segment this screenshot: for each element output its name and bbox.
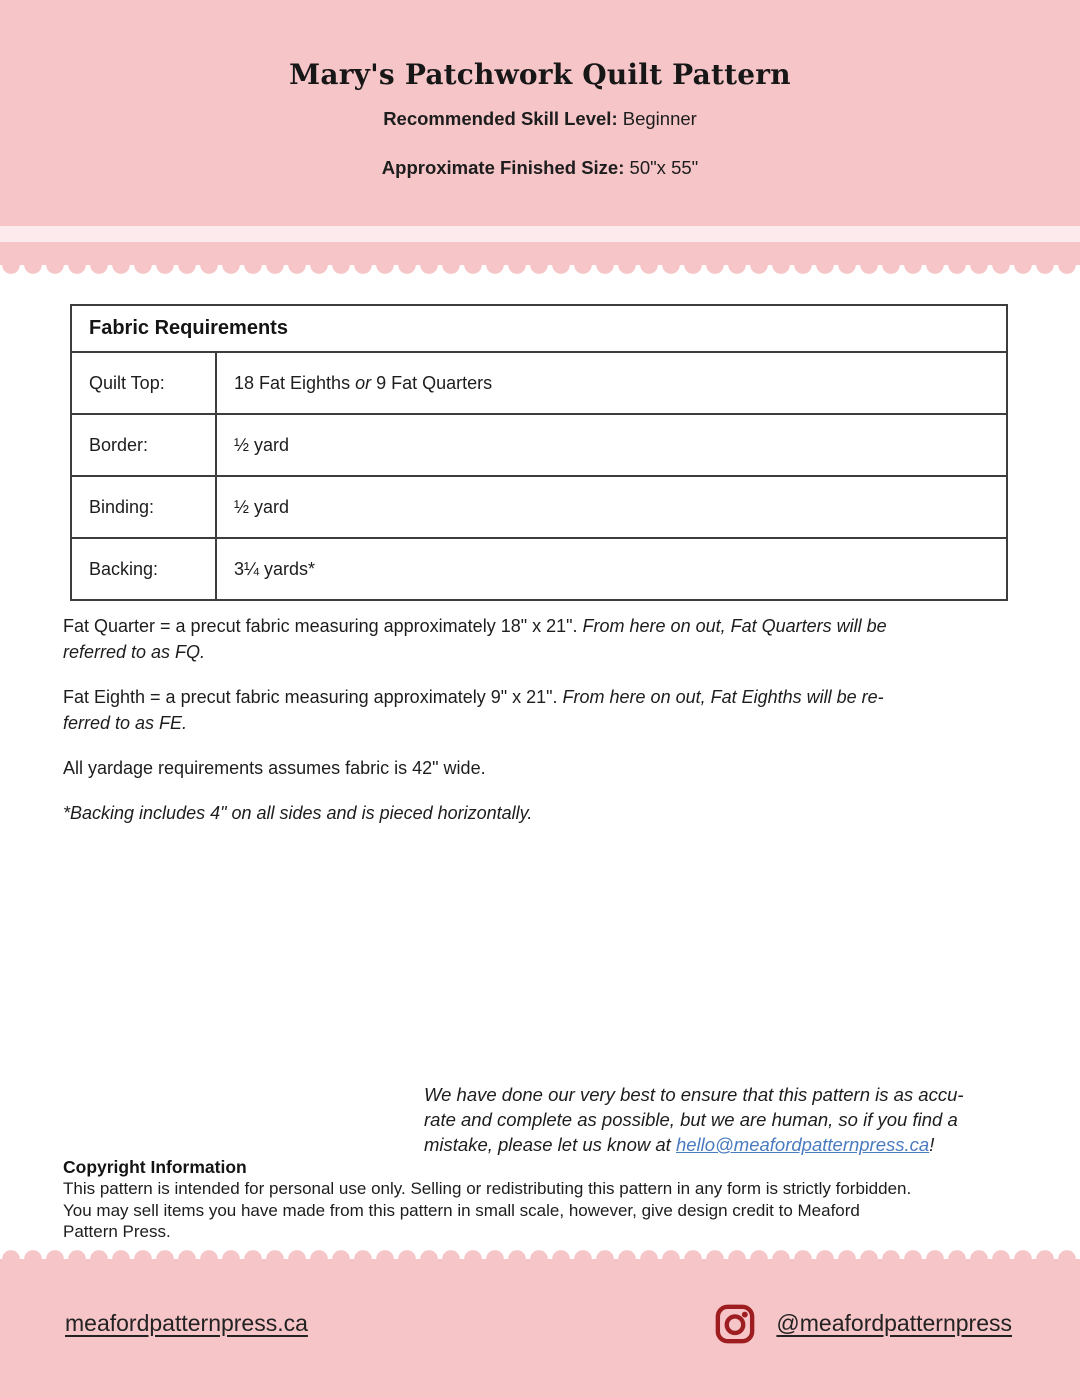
footer-banner — [0, 1259, 1080, 1398]
note-italic: referred to as FQ. — [63, 642, 206, 662]
accuracy-note-line: We have done our very best to ensure that this pattern is as accu- — [424, 1084, 964, 1105]
table-row-backing — [71, 538, 1007, 600]
backing-note: *Backing includes 4" on all sides and is pieced horizontally. — [63, 803, 533, 823]
note-text: Fat Eighth = a precut fabric measuring approximately 9" x 21". — [63, 687, 563, 707]
header-banner — [0, 0, 1080, 226]
fabric-requirements-table — [70, 304, 1008, 601]
copyright-section — [63, 1156, 911, 1243]
accuracy-note-line: rate and complete as possible, but we are human, so if you find a — [424, 1109, 958, 1130]
row-label: Border: — [71, 414, 216, 476]
finished-size-line — [0, 157, 1080, 179]
table-row-border — [71, 414, 1007, 476]
email-link[interactable]: hello@meafordpatternpress.ca — [675, 1134, 930, 1155]
page-title: Mary's Patchwork Quilt Pattern — [289, 58, 791, 91]
light-pink-band — [0, 226, 1080, 242]
table-title: Fabric Requirements — [71, 305, 1007, 352]
accuracy-note-line: ! — [929, 1134, 935, 1155]
website-link[interactable]: meafordpatternpress.ca — [65, 1310, 308, 1336]
copyright-line: You may sell items you have made from this pattern in small scale, however, give design credit to Meaford — [63, 1200, 860, 1220]
table-title-row — [71, 305, 1007, 352]
row-value-italic: or — [355, 372, 372, 393]
fat-eighth-note — [63, 684, 887, 736]
row-label: Binding: — [71, 476, 216, 538]
finished-size-value: 50"x 55" — [624, 157, 699, 178]
scallop-edge-top — [0, 265, 1080, 277]
copyright-heading: Copyright Information — [63, 1157, 247, 1177]
row-value — [216, 352, 1007, 414]
row-value: ½ yard — [216, 476, 1007, 538]
pink-band — [0, 242, 1080, 265]
table-row-quilt-top — [71, 352, 1007, 414]
accuracy-note-line: mistake, please let us know at — [424, 1134, 676, 1155]
row-value-text: 18 Fat Eighths — [234, 372, 356, 393]
fat-quarter-note — [63, 613, 887, 665]
skill-level-value: Beginner — [617, 108, 697, 129]
skill-level-line — [0, 108, 1080, 130]
note-italic: From here on out, Fat Quarters will be — [582, 616, 887, 636]
row-label: Backing: — [71, 538, 216, 600]
instagram-icon[interactable] — [714, 1303, 756, 1345]
row-label: Quilt Top: — [71, 352, 216, 414]
copyright-line: This pattern is intended for personal use only. Selling or redistributing this pattern in any form is strictly forbidden. — [63, 1179, 912, 1198]
finished-size-label: Approximate Finished Size: — [381, 157, 625, 178]
yardage-note: All yardage requirements assumes fabric is 42" wide. — [63, 758, 486, 778]
note-italic: ferred to as FE. — [63, 713, 188, 733]
instagram-handle-link[interactable]: @meafordpatternpress — [776, 1310, 1012, 1336]
row-value: 3¼ yards* — [216, 538, 1007, 600]
row-value-text: 9 Fat Quarters — [371, 372, 493, 393]
accuracy-note — [424, 1082, 964, 1157]
note-italic: From here on out, Fat Eighths will be re- — [562, 687, 884, 707]
instagram-group — [714, 1303, 1012, 1345]
scallop-edge-bottom — [0, 1247, 1080, 1259]
skill-level-label: Recommended Skill Level: — [383, 108, 618, 129]
row-value: ½ yard — [216, 414, 1007, 476]
table-row-binding — [71, 476, 1007, 538]
note-text: Fat Quarter = a precut fabric measuring approximately 18" x 21". — [63, 616, 583, 636]
fabric-notes — [63, 613, 887, 845]
copyright-line: Pattern Press. — [63, 1222, 171, 1241]
